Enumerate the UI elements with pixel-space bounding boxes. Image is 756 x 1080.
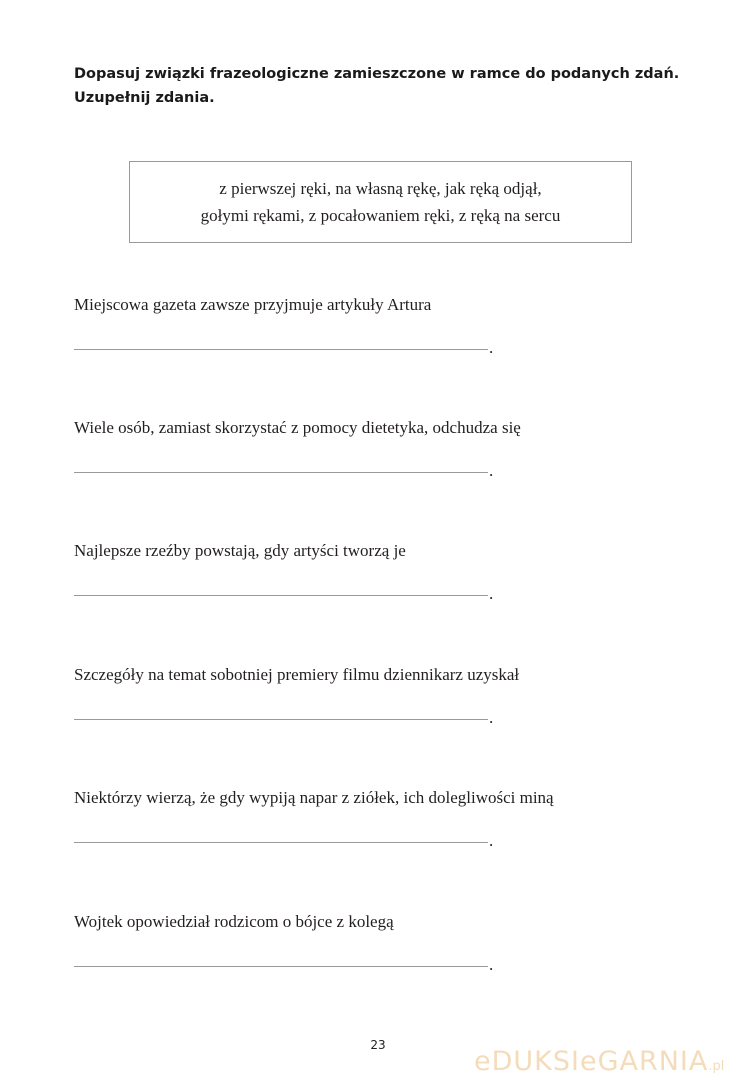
answer-blank-line[interactable] — [74, 966, 488, 967]
watermark-text: eDUKSIeGARNIA — [474, 1046, 709, 1077]
sentence-end-period: . — [489, 955, 494, 974]
question-text: Niektórzy wierzą, że gdy wypiją napar z ziółek, ich dolegliwości miną — [74, 788, 554, 807]
sentence-end-period: . — [489, 831, 494, 850]
page-number: 23 — [370, 1038, 386, 1052]
answer-blank-line[interactable] — [74, 842, 488, 843]
sentence-end-period: . — [489, 461, 494, 480]
question-4 — [74, 664, 694, 727]
answer-blank-line[interactable] — [74, 349, 488, 350]
question-2 — [74, 417, 694, 480]
question-text: Szczegóły na temat sobotniej premiery filmu dziennikarz uzyskał — [74, 665, 520, 684]
answer-row — [74, 338, 494, 357]
exercise-instruction: Dopasuj związki frazeologiczne zamieszczone w ramce do podanych zdań. Uzupełnij zdania. — [74, 66, 680, 106]
question-5 — [74, 787, 694, 850]
question-text: Wiele osób, zamiast skorzystać z pomocy dietetyka, odchudza się — [74, 418, 521, 437]
phrase-list-line-1: z pierwszej ręki, na własną rękę, jak ręką odjął, — [219, 179, 542, 198]
phrase-list-line-2: gołymi rękami, z pocałowaniem ręki, z ręką na sercu — [200, 206, 561, 225]
answer-row — [74, 584, 494, 603]
sentence-end-period: . — [489, 338, 494, 357]
question-3 — [74, 540, 694, 603]
answer-blank-line[interactable] — [74, 595, 488, 596]
phrase-box — [129, 161, 632, 243]
answer-row — [74, 831, 494, 850]
question-text: Najlepsze rzeźby powstają, gdy artyści tworzą je — [74, 541, 406, 560]
publisher-watermark — [474, 1046, 724, 1077]
sentence-end-period: . — [489, 584, 494, 603]
answer-row — [74, 955, 494, 974]
question-6 — [74, 911, 694, 974]
answer-blank-line[interactable] — [74, 719, 488, 720]
question-text: Wojtek opowiedział rodzicom o bójce z kolegą — [74, 912, 394, 931]
answer-blank-line[interactable] — [74, 472, 488, 473]
question-1 — [74, 294, 694, 357]
question-text: Miejscowa gazeta zawsze przyjmuje artykuły Artura — [74, 295, 432, 314]
answer-row — [74, 708, 494, 727]
answer-row — [74, 461, 494, 480]
watermark-suffix: .pl — [708, 1059, 725, 1074]
sentence-end-period: . — [489, 708, 494, 727]
